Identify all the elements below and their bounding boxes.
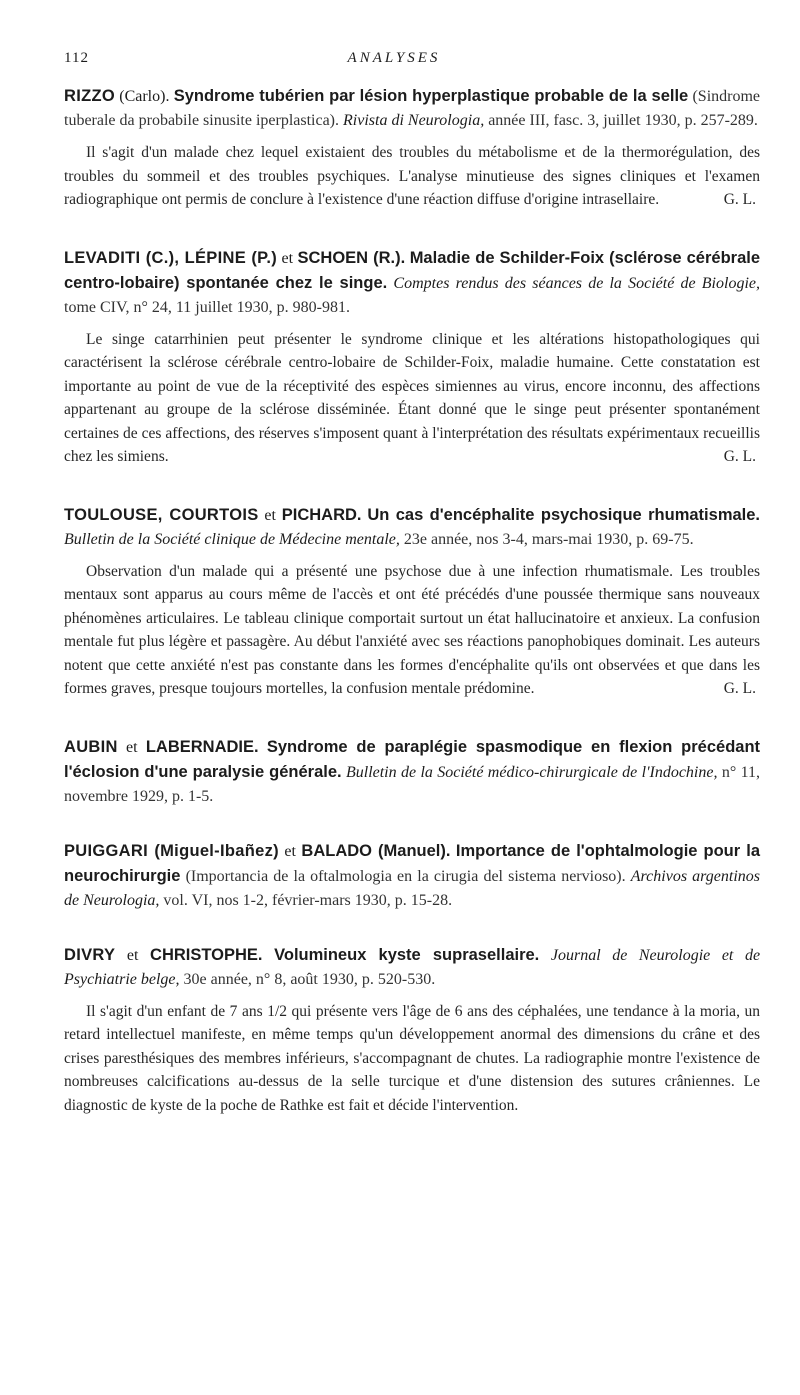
- journal-name: Comptes rendus des séances de la Société de Biologie,: [393, 274, 760, 292]
- author-names: PUIGGARI (Miguel-Ibañez): [64, 841, 279, 860]
- abstract-body: Le singe catarrhinien peut présenter le syndrome clinique et les altérations histopathologiques qui caractérisent la sclérose cérébrale centro-lobaire de Schilder-Foix, maladie humaine. Cette constatation est importante au point de vue de la réceptivité des espèces simiennes au virus, encore inconnu, des affections appartenant au groupe de la sclérose disséminée. Étant donné que le singe peut présenter spontanément certaines de ces affections, des réserves s'imposent quant à l'interprétation des résultats expérimentaux recueillis chez les simiens.: [64, 330, 760, 465]
- article-title: Syndrome tubérien par lésion hyperplastique probable de la selle: [173, 87, 689, 105]
- reviewer-initials: G. L.: [723, 448, 756, 465]
- journal-name: Archivos argentinos de Neurologia,: [64, 867, 761, 909]
- abstract-text: [64, 1000, 760, 1118]
- original-title: (Sindrome tuberale da probabile sinusite iperplastica).: [64, 88, 761, 129]
- abstract-text: [64, 141, 760, 212]
- bibliographic-details: tome CIV, n° 24, 11 juillet 1930, p. 980-981.: [64, 298, 350, 316]
- journal-name: Journal de Neurologie et de Psychiatrie belge,: [64, 946, 761, 988]
- author-names: TOULOUSE, COURTOIS: [64, 505, 259, 524]
- abstract-text: [64, 328, 760, 469]
- author-names-last: SCHOEN (R.).: [297, 248, 406, 267]
- article-title: Volumineux kyste suprasellaire.: [274, 945, 540, 964]
- author-conjunction: et: [284, 842, 296, 860]
- entry-rizzo: [64, 84, 760, 212]
- entry-aubin: [64, 735, 760, 809]
- author-names-last: LABERNADIE.: [145, 737, 259, 756]
- journal-name: Rivista di Neurologia,: [343, 112, 485, 129]
- author-names: DIVRY: [64, 945, 116, 964]
- article-title: Un cas d'encéphalite psychosique rhumatismale.: [367, 505, 761, 524]
- citation: [64, 246, 760, 320]
- abstract-text: [64, 560, 760, 701]
- bibliographic-details: année III, fasc. 3, juillet 1930, p. 257-289.: [488, 112, 758, 129]
- citation: [64, 839, 760, 913]
- citation: [64, 503, 760, 552]
- author-names: RIZZO: [64, 87, 115, 105]
- author-conjunction: et: [281, 249, 294, 267]
- bibliographic-details: n° 11, novembre 1929, p. 1-5.: [64, 763, 761, 805]
- bibliographic-details: 23e année, nos 3-4, mars-mai 1930, p. 69-75.: [403, 530, 694, 548]
- page-number: 112: [64, 50, 89, 66]
- author-conjunction: et: [264, 506, 276, 524]
- author-names-last: PICHARD.: [281, 505, 362, 524]
- entry-levaditi: [64, 246, 760, 469]
- citation: [64, 84, 760, 133]
- reviewer-initials: G. L.: [723, 680, 756, 697]
- citation: [64, 943, 760, 992]
- author-names: LEVADITI (C.), LÉPINE (P.): [64, 248, 278, 267]
- section-title: ANALYSES: [347, 50, 441, 66]
- citation: [64, 735, 760, 809]
- abstract-body: Il s'agit d'un enfant de 7 ans 1/2 qui présente vers l'âge de 6 ans des céphalées, une tendance à la moria, un retard intellectuel manifeste, en même temps qu'un développement anormal des dimensions du crâne et des crises paresthésiques des membres inférieurs, s'accompagnant de chutes. La radiographie montre l'existence de nombreuses calcifications au-dessus de la selle turcique et d'une distension des sutures crâniennes. Le diagnostic de kyste de la poche de Rathke est fait et décide l'intervention.: [64, 1002, 760, 1114]
- author-names-last: CHRISTOPHE.: [150, 945, 263, 964]
- entry-toulouse: [64, 503, 760, 701]
- journal-name: Bulletin de la Société médico-chirurgicale de l'Indochine,: [345, 763, 718, 781]
- abstract-body: Il s'agit d'un malade chez lequel existaient des troubles du métabolisme et de la thermorégulation, des troubles du sommeil et des troubles psychiques. L'analyse minutieuse des signes cliniques et l'examen radiographique ont permis de conclure à l'existence d'une réaction diffuse d'origine intrasellaire.: [64, 144, 760, 208]
- reviewer-initials: G. L.: [723, 191, 756, 208]
- abstract-body: Observation d'un malade qui a présenté une psychose due à une infection rhumatismale. Les troubles mentaux sont apparus au cours même de l'accès et ont été précédés d'une poussée thermique sans nouveaux phénomènes articulaires. Le tableau clinique comportait surtout un état hallucinatoire et anxieux. La confusion mentale fut plus légère et passagère. Au début l'anxiété avec ses réactions panophobiques dominait. Les auteurs notent que cette anxiété n'est pas constante dans les formes d'encéphalite qu'ils ont observées et que dans les formes graves, presque toujours mortelles, la confusion mentale prédomine.: [64, 562, 760, 697]
- original-title: (Importancia de la oftalmologia en la cirugia del sistema nervioso).: [185, 867, 626, 885]
- entry-divry: [64, 943, 760, 1118]
- author-names: AUBIN: [64, 737, 118, 756]
- author-names-last: BALADO (Manuel).: [301, 841, 451, 860]
- running-head: [64, 0, 724, 66]
- article-title: Importance de l'ophtalmologie pour la neurochirurgie: [64, 841, 760, 885]
- article-title: Syndrome de paraplégie spasmodique en flexion précédant l'éclosion d'une paralysie générale.: [64, 737, 761, 781]
- author-conjunction: et: [126, 946, 139, 964]
- abstract-list: [64, 84, 760, 1151]
- journal-name: Bulletin de la Société clinique de Médecine mentale,: [64, 530, 400, 548]
- author-given: (Carlo).: [119, 88, 170, 105]
- article-title: Maladie de Schilder-Foix (sclérose cérébrale centro-lobaire) spontanée chez le singe.: [64, 248, 761, 292]
- author-conjunction: et: [126, 738, 138, 756]
- entry-puiggari: [64, 839, 760, 913]
- bibliographic-details: vol. VI, nos 1-2, février-mars 1930, p. 15-28.: [163, 891, 453, 909]
- bibliographic-details: 30e année, n° 8, août 1930, p. 520-530.: [183, 970, 436, 988]
